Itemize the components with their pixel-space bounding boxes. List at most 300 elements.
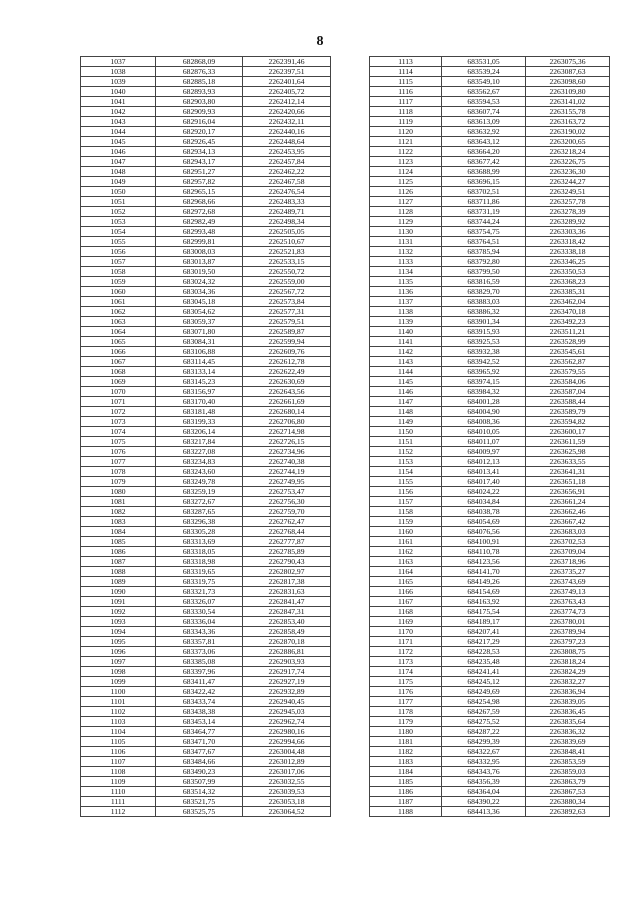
y-coordinate-cell: 2262802,97: [243, 567, 331, 577]
point-number-cell: 1165: [370, 577, 442, 587]
x-coordinate-cell: 683373,06: [156, 647, 243, 657]
table-row: [81, 247, 331, 257]
y-coordinate-cell: 2263278,39: [526, 207, 610, 217]
x-coordinate-cell: 683731,19: [442, 207, 526, 217]
point-number-cell: 1157: [370, 497, 442, 507]
y-coordinate-cell: 2263098,60: [526, 77, 610, 87]
y-coordinate-cell: 2262734,96: [243, 447, 331, 457]
table-row: [81, 597, 331, 607]
table-row: [81, 97, 331, 107]
point-number-cell: 1177: [370, 697, 442, 707]
point-number-cell: 1037: [81, 57, 156, 67]
y-coordinate-cell: 2263064,52: [243, 807, 331, 817]
x-coordinate-cell: 684343,76: [442, 767, 526, 777]
x-coordinate-cell: 683785,94: [442, 247, 526, 257]
table-row: [370, 597, 610, 607]
table-row: [370, 567, 610, 577]
y-coordinate-cell: 2262932,89: [243, 687, 331, 697]
y-coordinate-cell: 2263470,18: [526, 307, 610, 317]
y-coordinate-cell: 2263190,02: [526, 127, 610, 137]
table-row: [81, 697, 331, 707]
y-coordinate-cell: 2262831,63: [243, 587, 331, 597]
point-number-cell: 1060: [81, 287, 156, 297]
y-coordinate-cell: 2263718,96: [526, 557, 610, 567]
table-row: [370, 237, 610, 247]
point-number-cell: 1091: [81, 597, 156, 607]
table-row: [370, 587, 610, 597]
x-coordinate-cell: 683181,48: [156, 407, 243, 417]
table-row: [81, 417, 331, 427]
x-coordinate-cell: 684207,41: [442, 627, 526, 637]
y-coordinate-cell: 2262489,71: [243, 207, 331, 217]
y-coordinate-cell: 2262476,54: [243, 187, 331, 197]
point-number-cell: 1110: [81, 787, 156, 797]
x-coordinate-cell: 683024,32: [156, 277, 243, 287]
point-number-cell: 1052: [81, 207, 156, 217]
point-number-cell: 1073: [81, 417, 156, 427]
x-coordinate-cell: 683829,70: [442, 287, 526, 297]
table-row: [81, 307, 331, 317]
y-coordinate-cell: 2263562,87: [526, 357, 610, 367]
x-coordinate-cell: 684076,56: [442, 527, 526, 537]
y-coordinate-cell: 2262643,56: [243, 387, 331, 397]
point-number-cell: 1117: [370, 97, 442, 107]
point-number-cell: 1057: [81, 257, 156, 267]
table-row: [81, 357, 331, 367]
point-number-cell: 1103: [81, 717, 156, 727]
point-number-cell: 1093: [81, 617, 156, 627]
point-number-cell: 1099: [81, 677, 156, 687]
x-coordinate-cell: 684001,28: [442, 397, 526, 407]
y-coordinate-cell: 2262714,98: [243, 427, 331, 437]
y-coordinate-cell: 2263702,53: [526, 537, 610, 547]
x-coordinate-cell: 684332,95: [442, 757, 526, 767]
table-row: [81, 787, 331, 797]
point-number-cell: 1141: [370, 337, 442, 347]
point-number-cell: 1143: [370, 357, 442, 367]
table-row: [81, 427, 331, 437]
point-number-cell: 1169: [370, 617, 442, 627]
x-coordinate-cell: 683170,40: [156, 397, 243, 407]
point-number-cell: 1095: [81, 637, 156, 647]
point-number-cell: 1123: [370, 157, 442, 167]
point-number-cell: 1180: [370, 727, 442, 737]
table-row: [370, 657, 610, 667]
x-coordinate-cell: 683754,75: [442, 227, 526, 237]
table-row: [81, 767, 331, 777]
point-number-cell: 1041: [81, 97, 156, 107]
table-row: [370, 257, 610, 267]
x-coordinate-cell: 684175,54: [442, 607, 526, 617]
x-coordinate-cell: 683321,73: [156, 587, 243, 597]
point-number-cell: 1133: [370, 257, 442, 267]
point-number-cell: 1186: [370, 787, 442, 797]
table-row: [81, 547, 331, 557]
y-coordinate-cell: 2262462,22: [243, 167, 331, 177]
table-row: [370, 147, 610, 157]
y-coordinate-cell: 2262559,00: [243, 277, 331, 287]
y-coordinate-cell: 2263289,92: [526, 217, 610, 227]
table-row: [370, 127, 610, 137]
table-row: [370, 287, 610, 297]
table-row: [81, 497, 331, 507]
y-coordinate-cell: 2262573,84: [243, 297, 331, 307]
y-coordinate-cell: 2262962,74: [243, 717, 331, 727]
y-coordinate-cell: 2263808,75: [526, 647, 610, 657]
y-coordinate-cell: 2262579,51: [243, 317, 331, 327]
y-coordinate-cell: 2263683,03: [526, 527, 610, 537]
table-row: [370, 577, 610, 587]
x-coordinate-cell: 683702,51: [442, 187, 526, 197]
x-coordinate-cell: 684356,39: [442, 777, 526, 787]
point-number-cell: 1166: [370, 587, 442, 597]
x-coordinate-cell: 684163,92: [442, 597, 526, 607]
point-number-cell: 1074: [81, 427, 156, 437]
point-number-cell: 1083: [81, 517, 156, 527]
x-coordinate-cell: 683677,42: [442, 157, 526, 167]
point-number-cell: 1144: [370, 367, 442, 377]
x-coordinate-cell: 683145,23: [156, 377, 243, 387]
y-coordinate-cell: 2262753,47: [243, 487, 331, 497]
y-coordinate-cell: 2262401,64: [243, 77, 331, 87]
y-coordinate-cell: 2263368,23: [526, 277, 610, 287]
y-coordinate-cell: 2262412,14: [243, 97, 331, 107]
table-row: [370, 607, 610, 617]
point-number-cell: 1185: [370, 777, 442, 787]
y-coordinate-cell: 2263836,32: [526, 727, 610, 737]
x-coordinate-cell: 684024,22: [442, 487, 526, 497]
point-number-cell: 1148: [370, 407, 442, 417]
y-coordinate-cell: 2263584,06: [526, 377, 610, 387]
y-coordinate-cell: 2262467,58: [243, 177, 331, 187]
x-coordinate-cell: 684228,53: [442, 647, 526, 657]
x-coordinate-cell: 683438,38: [156, 707, 243, 717]
point-number-cell: 1130: [370, 227, 442, 237]
point-number-cell: 1063: [81, 317, 156, 327]
x-coordinate-cell: 682934,13: [156, 147, 243, 157]
x-coordinate-cell: 683206,14: [156, 427, 243, 437]
y-coordinate-cell: 2263867,53: [526, 787, 610, 797]
y-coordinate-cell: 2263600,17: [526, 427, 610, 437]
table-row: [81, 207, 331, 217]
point-number-cell: 1061: [81, 297, 156, 307]
coordinates-table-right: [369, 56, 610, 817]
y-coordinate-cell: 2263350,53: [526, 267, 610, 277]
table-row: [370, 717, 610, 727]
x-coordinate-cell: 683243,60: [156, 467, 243, 477]
x-coordinate-cell: 683272,67: [156, 497, 243, 507]
x-coordinate-cell: 683296,38: [156, 517, 243, 527]
table-row: [370, 467, 610, 477]
point-number-cell: 1161: [370, 537, 442, 547]
x-coordinate-cell: 683318,05: [156, 547, 243, 557]
x-coordinate-cell: 684110,78: [442, 547, 526, 557]
x-coordinate-cell: 683357,81: [156, 637, 243, 647]
x-coordinate-cell: 684100,91: [442, 537, 526, 547]
table-row: [370, 97, 610, 107]
x-coordinate-cell: 683514,32: [156, 787, 243, 797]
y-coordinate-cell: 2262706,80: [243, 417, 331, 427]
x-coordinate-cell: 683326,07: [156, 597, 243, 607]
point-number-cell: 1134: [370, 267, 442, 277]
table-row: [81, 437, 331, 447]
x-coordinate-cell: 684299,39: [442, 737, 526, 747]
y-coordinate-cell: 2262498,34: [243, 217, 331, 227]
x-coordinate-cell: 683688,99: [442, 167, 526, 177]
y-coordinate-cell: 2262927,19: [243, 677, 331, 687]
x-coordinate-cell: 683433,74: [156, 697, 243, 707]
table-row: [81, 577, 331, 587]
table-row: [81, 397, 331, 407]
point-number-cell: 1067: [81, 357, 156, 367]
point-number-cell: 1135: [370, 277, 442, 287]
table-row: [81, 57, 331, 67]
y-coordinate-cell: 2263511,21: [526, 327, 610, 337]
point-number-cell: 1121: [370, 137, 442, 147]
y-coordinate-cell: 2263244,27: [526, 177, 610, 187]
x-coordinate-cell: 684141,70: [442, 567, 526, 577]
y-coordinate-cell: 2262510,67: [243, 237, 331, 247]
table-row: [81, 677, 331, 687]
x-coordinate-cell: 682885,18: [156, 77, 243, 87]
table-row: [370, 397, 610, 407]
y-coordinate-cell: 2263109,80: [526, 87, 610, 97]
point-number-cell: 1097: [81, 657, 156, 667]
y-coordinate-cell: 2263588,44: [526, 397, 610, 407]
x-coordinate-cell: 683974,15: [442, 377, 526, 387]
y-coordinate-cell: 2262749,95: [243, 477, 331, 487]
y-coordinate-cell: 2262886,81: [243, 647, 331, 657]
x-coordinate-cell: 683422,42: [156, 687, 243, 697]
y-coordinate-cell: 2262759,70: [243, 507, 331, 517]
y-coordinate-cell: 2262567,72: [243, 287, 331, 297]
point-number-cell: 1086: [81, 547, 156, 557]
table-row: [81, 407, 331, 417]
y-coordinate-cell: 2263032,55: [243, 777, 331, 787]
table-row: [81, 587, 331, 597]
y-coordinate-cell: 2262405,72: [243, 87, 331, 97]
point-number-cell: 1173: [370, 657, 442, 667]
x-coordinate-cell: 683531,05: [442, 57, 526, 67]
y-coordinate-cell: 2263797,23: [526, 637, 610, 647]
x-coordinate-cell: 682965,15: [156, 187, 243, 197]
y-coordinate-cell: 2262744,19: [243, 467, 331, 477]
y-coordinate-cell: 2263039,53: [243, 787, 331, 797]
y-coordinate-cell: 2263012,89: [243, 757, 331, 767]
y-coordinate-cell: 2263836,94: [526, 687, 610, 697]
point-number-cell: 1112: [81, 807, 156, 817]
y-coordinate-cell: 2263780,01: [526, 617, 610, 627]
point-number-cell: 1172: [370, 647, 442, 657]
point-number-cell: 1109: [81, 777, 156, 787]
table-row: [370, 197, 610, 207]
table-row: [81, 257, 331, 267]
x-coordinate-cell: 684004,90: [442, 407, 526, 417]
x-coordinate-cell: 683471,70: [156, 737, 243, 747]
table-row: [81, 87, 331, 97]
point-number-cell: 1178: [370, 707, 442, 717]
y-coordinate-cell: 2263880,34: [526, 797, 610, 807]
x-coordinate-cell: 683019,50: [156, 267, 243, 277]
table-row: [81, 337, 331, 347]
table-row: [81, 347, 331, 357]
x-coordinate-cell: 683305,28: [156, 527, 243, 537]
table-row: [370, 507, 610, 517]
table-row: [370, 367, 610, 377]
y-coordinate-cell: 2263318,42: [526, 237, 610, 247]
table-row: [370, 307, 610, 317]
x-coordinate-cell: 683915,93: [442, 327, 526, 337]
y-coordinate-cell: 2263053,18: [243, 797, 331, 807]
table-row: [370, 737, 610, 747]
table-row: [370, 557, 610, 567]
point-number-cell: 1168: [370, 607, 442, 617]
x-coordinate-cell: 683397,96: [156, 667, 243, 677]
point-number-cell: 1068: [81, 367, 156, 377]
x-coordinate-cell: 683942,52: [442, 357, 526, 367]
point-number-cell: 1145: [370, 377, 442, 387]
point-number-cell: 1058: [81, 267, 156, 277]
table-row: [81, 527, 331, 537]
x-coordinate-cell: 684010,05: [442, 427, 526, 437]
x-coordinate-cell: 682968,66: [156, 197, 243, 207]
y-coordinate-cell: 2262599,94: [243, 337, 331, 347]
table-row: [81, 327, 331, 337]
table-row: [81, 167, 331, 177]
table-row: [81, 177, 331, 187]
point-number-cell: 1171: [370, 637, 442, 647]
x-coordinate-cell: 684217,29: [442, 637, 526, 647]
x-coordinate-cell: 684008,36: [442, 417, 526, 427]
y-coordinate-cell: 2263774,73: [526, 607, 610, 617]
x-coordinate-cell: 683453,14: [156, 717, 243, 727]
table-row: [370, 787, 610, 797]
y-coordinate-cell: 2263075,36: [526, 57, 610, 67]
table-row: [81, 717, 331, 727]
table-row: [81, 77, 331, 87]
table-row: [370, 247, 610, 257]
table-row: [370, 137, 610, 147]
point-number-cell: 1158: [370, 507, 442, 517]
y-coordinate-cell: 2262420,66: [243, 107, 331, 117]
y-coordinate-cell: 2262589,87: [243, 327, 331, 337]
point-number-cell: 1146: [370, 387, 442, 397]
y-coordinate-cell: 2263839,05: [526, 697, 610, 707]
point-number-cell: 1089: [81, 577, 156, 587]
table-row: [81, 447, 331, 457]
y-coordinate-cell: 2263492,23: [526, 317, 610, 327]
x-coordinate-cell: 684364,04: [442, 787, 526, 797]
x-coordinate-cell: 684249,69: [442, 687, 526, 697]
table-row: [81, 537, 331, 547]
y-coordinate-cell: 2263859,03: [526, 767, 610, 777]
x-coordinate-cell: 683490,23: [156, 767, 243, 777]
point-number-cell: 1106: [81, 747, 156, 757]
table-row: [81, 467, 331, 477]
table-row: [370, 447, 610, 457]
x-coordinate-cell: 683385,08: [156, 657, 243, 667]
x-coordinate-cell: 683034,36: [156, 287, 243, 297]
x-coordinate-cell: 683696,15: [442, 177, 526, 187]
point-number-cell: 1126: [370, 187, 442, 197]
x-coordinate-cell: 684011,07: [442, 437, 526, 447]
point-number-cell: 1079: [81, 477, 156, 487]
x-coordinate-cell: 682893,93: [156, 87, 243, 97]
table-row: [370, 77, 610, 87]
point-number-cell: 1075: [81, 437, 156, 447]
table-row: [81, 707, 331, 717]
y-coordinate-cell: 2262847,31: [243, 607, 331, 617]
point-number-cell: 1043: [81, 117, 156, 127]
point-number-cell: 1174: [370, 667, 442, 677]
point-number-cell: 1069: [81, 377, 156, 387]
point-number-cell: 1050: [81, 187, 156, 197]
x-coordinate-cell: 683287,65: [156, 507, 243, 517]
table-row: [370, 297, 610, 307]
x-coordinate-cell: 683711,86: [442, 197, 526, 207]
x-coordinate-cell: 683525,75: [156, 807, 243, 817]
point-number-cell: 1051: [81, 197, 156, 207]
y-coordinate-cell: 2263163,72: [526, 117, 610, 127]
x-coordinate-cell: 682943,17: [156, 157, 243, 167]
y-coordinate-cell: 2262994,66: [243, 737, 331, 747]
point-number-cell: 1048: [81, 167, 156, 177]
x-coordinate-cell: 682903,80: [156, 97, 243, 107]
table-row: [370, 437, 610, 447]
x-coordinate-cell: 683507,99: [156, 777, 243, 787]
y-coordinate-cell: 2262980,16: [243, 727, 331, 737]
x-coordinate-cell: 683084,31: [156, 337, 243, 347]
table-row: [370, 517, 610, 527]
table-row: [81, 777, 331, 787]
table-row: [370, 167, 610, 177]
point-number-cell: 1087: [81, 557, 156, 567]
point-number-cell: 1187: [370, 797, 442, 807]
table-row: [81, 457, 331, 467]
y-coordinate-cell: 2262762,47: [243, 517, 331, 527]
table-row: [370, 317, 610, 327]
point-number-cell: 1076: [81, 447, 156, 457]
y-coordinate-cell: 2262945,03: [243, 707, 331, 717]
x-coordinate-cell: 682957,82: [156, 177, 243, 187]
x-coordinate-cell: 684235,48: [442, 657, 526, 667]
point-number-cell: 1132: [370, 247, 442, 257]
table-row: [370, 757, 610, 767]
x-coordinate-cell: 683411,47: [156, 677, 243, 687]
y-coordinate-cell: 2262768,44: [243, 527, 331, 537]
y-coordinate-cell: 2262790,43: [243, 557, 331, 567]
point-number-cell: 1124: [370, 167, 442, 177]
x-coordinate-cell: 683932,38: [442, 347, 526, 357]
y-coordinate-cell: 2262630,69: [243, 377, 331, 387]
table-row: [81, 157, 331, 167]
y-coordinate-cell: 2263594,82: [526, 417, 610, 427]
y-coordinate-cell: 2263633,55: [526, 457, 610, 467]
x-coordinate-cell: 683539,24: [442, 67, 526, 77]
table-row: [81, 297, 331, 307]
x-coordinate-cell: 684413,36: [442, 807, 526, 817]
x-coordinate-cell: 683319,65: [156, 567, 243, 577]
point-number-cell: 1044: [81, 127, 156, 137]
table-row: [81, 747, 331, 757]
point-number-cell: 1096: [81, 647, 156, 657]
point-number-cell: 1111: [81, 797, 156, 807]
y-coordinate-cell: 2263743,69: [526, 577, 610, 587]
table-row: [81, 317, 331, 327]
x-coordinate-cell: 683477,67: [156, 747, 243, 757]
y-coordinate-cell: 2263662,46: [526, 507, 610, 517]
x-coordinate-cell: 683549,10: [442, 77, 526, 87]
